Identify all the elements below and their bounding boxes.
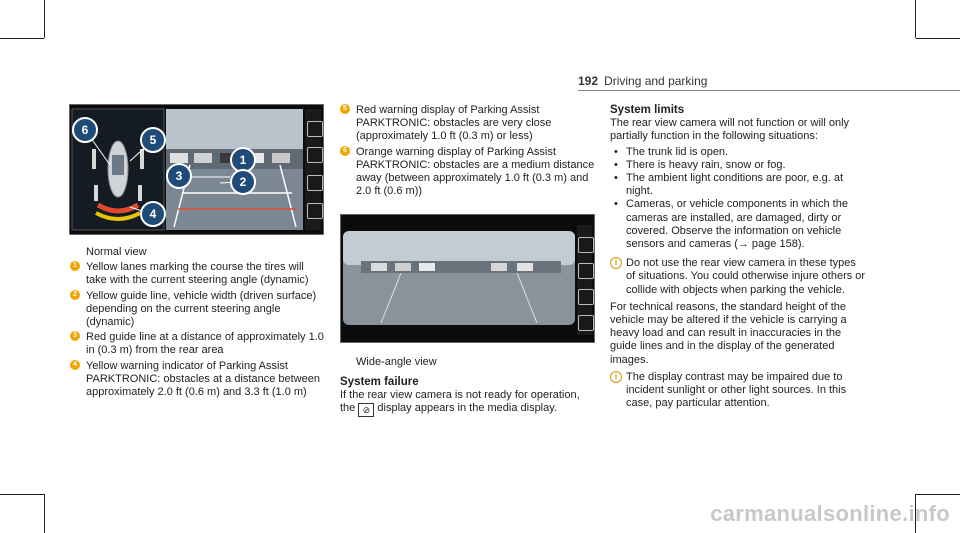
body-text-part: If the rear view camera is not ready for operation, the: [340, 389, 580, 415]
note-text: The display contrast may be impaired due to incident sunlight or other light sources. In this case, pay particular attention.: [626, 370, 847, 410]
legend-item: [340, 104, 596, 144]
callout-badge: 5: [140, 127, 166, 153]
callout-badge: 1: [230, 147, 256, 173]
callout-badge: 3: [166, 163, 192, 189]
note-text: Do not use the rear view camera in these types of situations. You could otherwise injure others or collide with objects when parking the vehicle.: [626, 257, 866, 296]
section-title: Driving and parking: [604, 74, 708, 88]
section-heading: System failure: [340, 376, 419, 388]
item-text: Red guide line at a distance of approximately 1.0 in (0.3 m) from the rear area: [86, 331, 324, 357]
item-number: 2: [70, 290, 80, 300]
item-text: Yellow guide line, vehicle width (driven surface) depending on the current steering angle (dynamic): [86, 289, 317, 329]
normal-view-figure: [69, 104, 324, 235]
middle-column: [340, 104, 596, 200]
camera-view-icon: [578, 237, 594, 253]
header-rule: [578, 90, 960, 91]
note-box: [610, 257, 866, 297]
item-text: Red warning display of Parking Assist PARKTRONIC: obstacles are very close (approximately 1.0 ft (0.3 m) or less): [356, 104, 552, 143]
normal-view-illustration: [70, 105, 323, 234]
list-item: • The ambient light conditions are poor, e.g. at night.: [610, 172, 866, 198]
legend-item: [70, 261, 326, 287]
camera-view-icon: [578, 315, 594, 331]
item-text: Orange warning display of Parking Assist PARKTRONIC: obstacles are a medium distance away (between approximately 1.0 ft (0.3 m) and 2.0 ft (0.6 m)): [356, 145, 595, 198]
crop-mark: [916, 38, 960, 39]
limitations-list: [610, 146, 866, 252]
item-text: Yellow warning indicator of Parking Assist PARKTRONIC: obstacles at a distance between approximately 2.0 ft (0.6 m) and 3.3 ft (1.0 m): [86, 359, 320, 399]
info-icon: i: [610, 257, 622, 269]
camera-off-icon: ⊘: [358, 403, 374, 417]
note-box: [610, 371, 866, 411]
body-text: For technical reasons, the standard height of the vehicle may be altered if the vehicle is carrying a heavy load and can result in inaccuracies in the guide lines and in the display of the generated images.: [610, 300, 847, 366]
crop-mark: [915, 0, 916, 38]
wide-angle-figure: [340, 214, 595, 343]
callout-badge: 4: [140, 201, 166, 227]
legend-item: [70, 331, 326, 357]
watermark: carmanualsonline.info: [710, 501, 950, 526]
crop-mark: [44, 494, 45, 533]
figure-caption: Normal view: [86, 246, 147, 258]
list-item: • The trunk lid is open.: [610, 146, 866, 159]
legend-item: [70, 360, 326, 400]
camera-view-icon: [307, 203, 323, 219]
camera-view-icon: [307, 175, 323, 191]
list-item: • There is heavy rain, snow or fog.: [610, 159, 866, 172]
camera-view-icon: [307, 121, 323, 137]
item-number: 4: [70, 360, 80, 370]
info-icon: i: [610, 371, 622, 383]
system-limits-section: [610, 104, 866, 410]
camera-view-icon: [307, 147, 323, 163]
legend-item: [340, 146, 596, 199]
body-text: [340, 389, 596, 417]
crop-mark: [0, 38, 44, 39]
crop-mark: [916, 494, 960, 495]
left-caption: [70, 246, 326, 401]
crop-mark: [0, 494, 44, 495]
system-failure-section: [340, 376, 596, 417]
callout-badge: 2: [230, 169, 256, 195]
camera-view-icon: [578, 263, 594, 279]
page-header: [578, 74, 707, 88]
page-number: 192: [578, 74, 599, 88]
callout-badge: 6: [72, 117, 98, 143]
legend-item: [70, 290, 326, 330]
item-number: 5: [340, 104, 350, 114]
body-text: The rear view camera will not function or will only partially function in the following situations:: [610, 117, 850, 143]
body-text-part: display appears in the media display.: [377, 402, 557, 415]
item-number: 3: [70, 331, 80, 341]
crop-mark: [44, 0, 45, 38]
item-number: 1: [70, 261, 80, 271]
list-item: • Cameras, or vehicle components in which the cameras are installed, are damaged, dirty or covered. Observe the information on vehicle sensors and cameras (→ page 158).: [610, 198, 866, 251]
section-heading: System limits: [610, 104, 685, 116]
camera-view-icon: [578, 289, 594, 305]
wide-angle-illustration: [341, 215, 594, 342]
item-number: 6: [340, 146, 350, 156]
figure-caption: Wide-angle view: [356, 356, 437, 368]
item-text: Yellow lanes marking the course the tires will take with the current steering angle (dynamic): [86, 261, 309, 287]
